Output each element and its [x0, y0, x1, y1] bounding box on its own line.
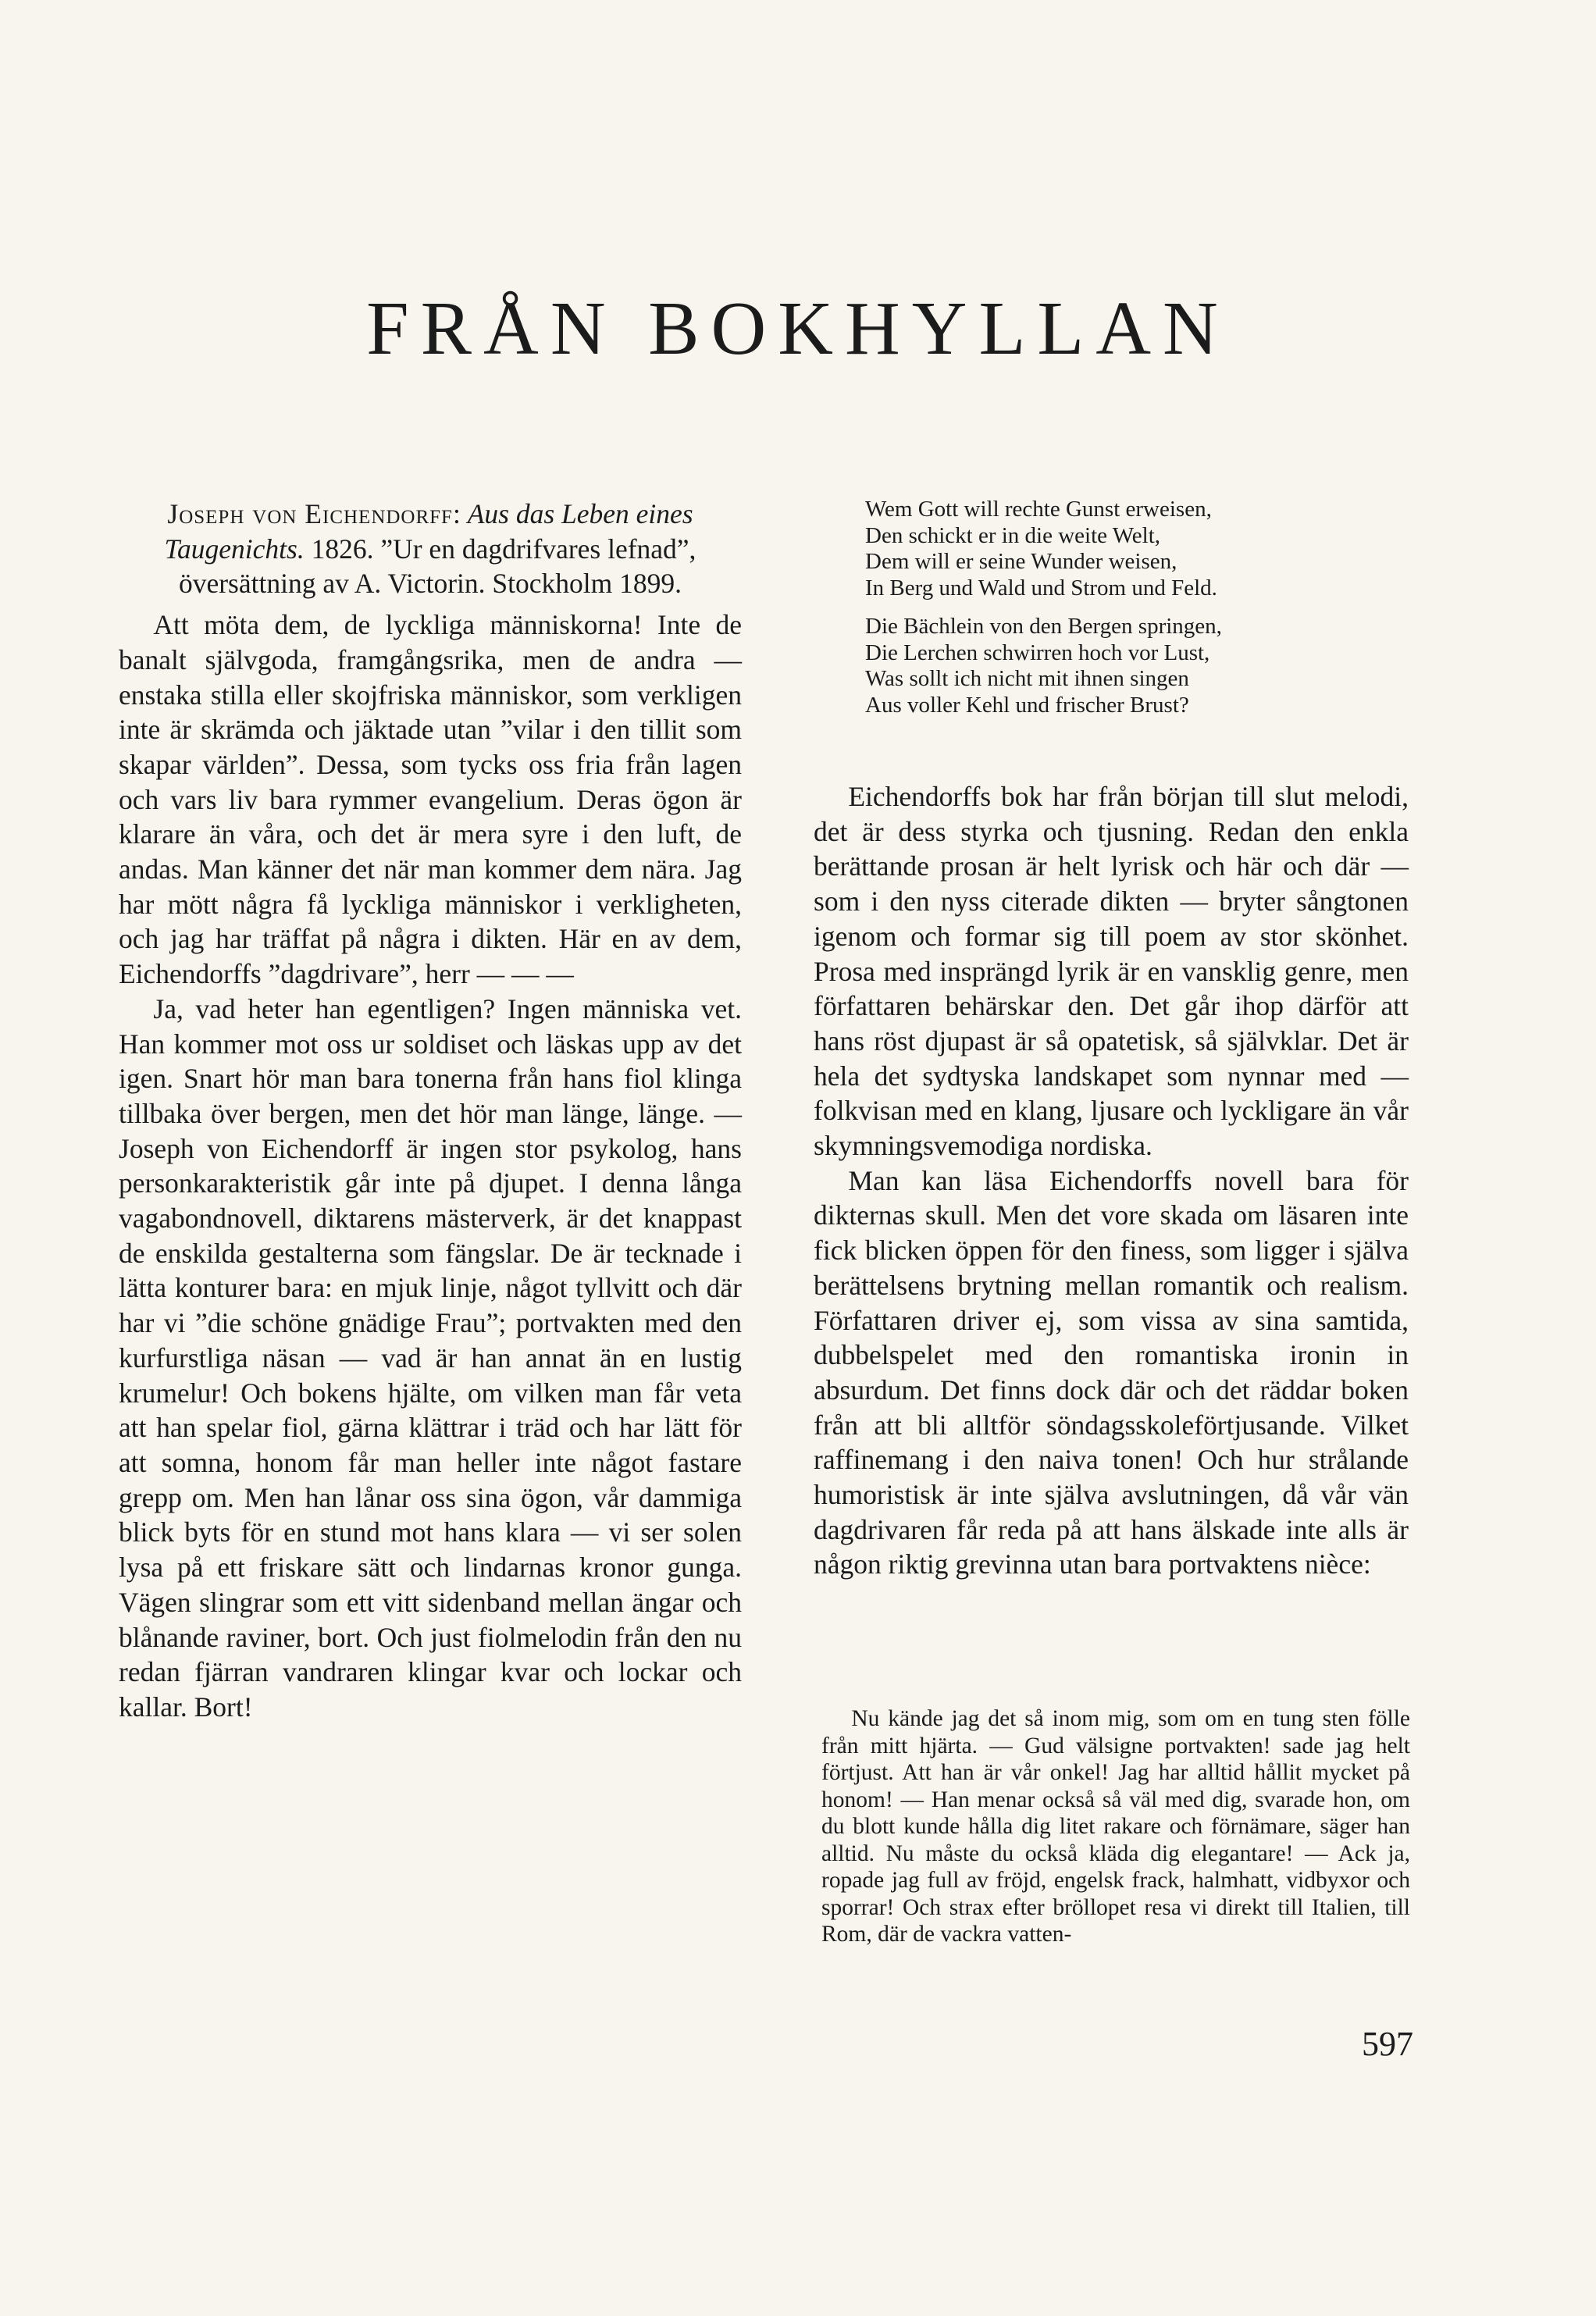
poem-line: Was sollt ich nicht mit ihnen singen [865, 666, 1189, 691]
block-quote: Nu kände jag det så inom mig, som om en tung sten fölle från mitt hjärta. — Gud välsigne portvakten! sade jag helt förtjust. Att han är vår onkel! Jag har alltid hållit mycket på honom! — Han menar också så väl med dig, svarade hon, om du blott kunde hålla dig litet rakare och förnämare, säger han alltid. Nu måste du också kläda dig elegantare! — Ack ja, ropade jag full av fröjd, engelsk frack, halmhatt, vidbyxor och sporrar! Och strax efter bröllopet resa vi direkt till Italien, till Rom, där de vackra vatten- [821, 1706, 1410, 1947]
left-column [119, 497, 742, 1725]
review-author: Joseph von Eichendorff [167, 498, 453, 529]
review-heading [119, 497, 742, 601]
poem-line: Dem will er seine Wunder weisen, [865, 549, 1177, 574]
poem-line: In Berg und Wald und Strom und Feld. [865, 575, 1217, 600]
poem-stanza [865, 614, 1427, 718]
poem [865, 497, 1427, 731]
review-author-colon: : [452, 498, 461, 529]
body-paragraph: Ja, vad heter han egentligen? Ingen människa vet. Han kommer mot oss ur soldiset och läskas upp av det igen. Snart hör man bara tonerna från hans fiol klinga tillbaka över bergen, men det hör man länge, länge. — Joseph von Eichendorff är ingen stor psykolog, hans personkarakteristik går inte på djupet. I denna långa vagabondnovell, diktarens mästerverk, är det knappast de enskilda gestalterna som fängslar. De är tecknade i lätta konturer bara: en mjuk linje, något tyllvitt och där har vi ”die schöne gnädige Frau”; portvakten med den kurfurstliga näsan — vad är han annat än en lustig krumelur! Och bokens hjälte, om vilken man får veta att han spelar fiol, gärna klättrar i träd och har lätt för att somna, honom får man heller inte något fastare grepp om. Men han lånar oss sina ögon, vår dammiga blick byts för en stund mot hans klara — vi ser solen lysa på ett friskare sätt och lindarnas kronor gunga. Vägen slingrar som ett vitt sidenband mellan ängar och blånande raviner, bort. Och just fiolmelodin från den nu redan fjärran vandraren klingar kvar och lockar och kallar. Bort! [119, 992, 742, 1723]
body-paragraph: Att möta dem, de lyckliga människorna! Inte de banalt självgoda, framgångsrika, men de andra — enstaka stilla eller skojfriska människor, som verkligen inte är skrämda och jäktade utan ”vilar i den tillit som skapar världen”. Dessa, som tycks oss fria från lagen och vars liv bara rymmer evangelium. Deras ögon är klarare än våra, och det är mera syre i den luft, de andas. Man känner det när man kommer dem nära. Jag har mött några få lyckliga människor i verkligheten, och jag har träffat på några i dikten. Här en av dem, Eichendorffs ”dagdrivare”, herr — — — [119, 609, 742, 990]
poem-line: Den schickt er in die weite Welt, [865, 522, 1161, 548]
poem-line: Die Bächlein von den Bergen springen, [865, 614, 1222, 639]
body-paragraph: Eichendorffs bok har från början till slut melodi, det är dess styrka och tjusning. Redan den enkla berättande prosan är helt lyrisk och här och där — som i den nyss citerade dikten — bryter sångtonen igenom och formar sig till poem av stor skönhet. Prosa med insprängd lyrik är en vansklig genre, men författaren behärskar den. Det går ihop därför att hans röst djupast är så opatetisk, så självklar. Det är hela det sydtyska landskapet som nynnar med — folkvisan med en klang, ljusare och lyckligare än vår skymningsvemodiga nordiska. [814, 781, 1409, 1162]
poem-stanza [865, 497, 1427, 601]
page-title: FRÅN BOKHYLLAN [366, 287, 1230, 371]
body-paragraph: Man kan läsa Eichendorffs novell bara för dikternas skull. Men det vore skada om läsaren inte fick blicken öppen för den finess, som ligger i själva berättelsens brytning mellan romantik och realism. Författaren driver ej, som vissa av sina samtida, dubbelspelet med den romantiska ironin in absurdum. Det finns dock där och det räddar boken från att bli alltför söndagsskoleförtjusande. Vilket raffinemang i den naiva tonen! Och hur strålande humoristisk är inte själva avslutningen, då vår vän dagdrivaren får reda på att hans älskade inte alls är någon riktig grevinna utan bara portvaktens nièce: [814, 1164, 1409, 1580]
review-details: 1826. ”Ur en dagdrifvares lefnad”, översättning av A. Victorin. Stockholm 1899. [178, 533, 696, 600]
page-number: 597 [1362, 2025, 1413, 2063]
right-column [814, 779, 1409, 1582]
poem-line: Aus voller Kehl und frischer Brust? [865, 692, 1189, 718]
poem-line: Die Lerchen schwirren hoch vor Lust, [865, 640, 1210, 665]
review-book-title: Aus das Leben eines Taugenichts. [164, 498, 693, 565]
poem-line: Wem Gott will rechte Gunst erweisen, [865, 497, 1212, 522]
